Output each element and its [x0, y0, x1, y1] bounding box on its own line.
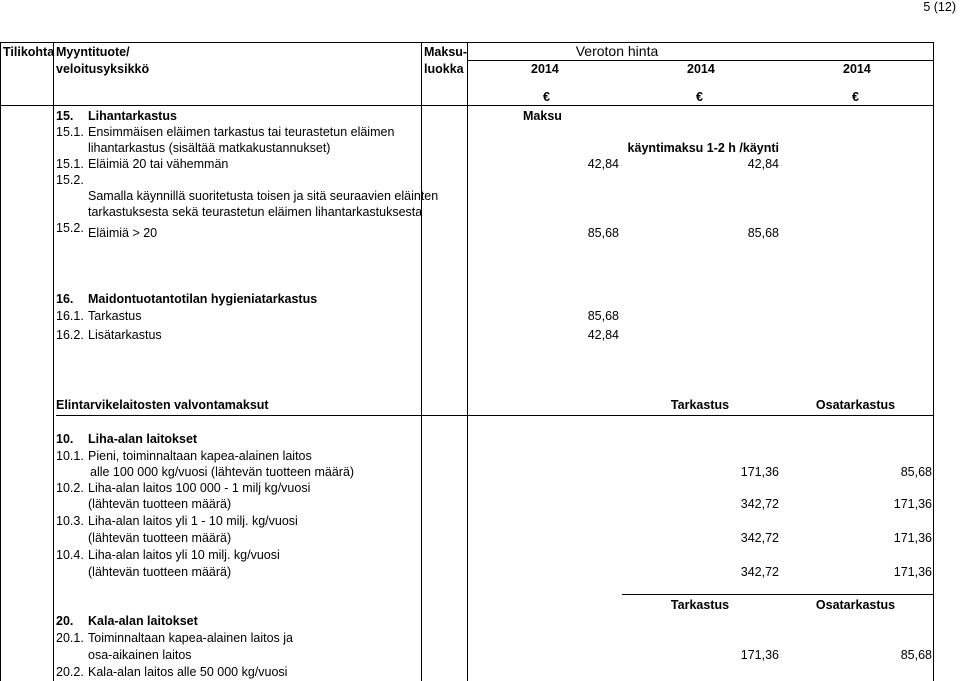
row-10-1-num: 10.1. — [56, 449, 84, 463]
col-osatarkastus: Osatarkastus — [815, 398, 896, 412]
header-luokka: luokka — [424, 62, 464, 76]
section-15-title: Lihantarkastus — [88, 109, 177, 123]
row-10-1-tarkastus: 171,36 — [740, 465, 779, 479]
row-20-2-num: 20.2. — [56, 665, 84, 679]
section-20-overline — [622, 594, 933, 595]
section-10-title: Liha-alan laitokset — [88, 432, 198, 446]
row-15-2b-num: 15.2. — [56, 221, 84, 235]
row-20-2-text: Kala-alan laitos alle 50 000 kg/vuosi — [88, 665, 288, 679]
row-15-1b-num: 15.1. — [56, 157, 84, 171]
row-10-3-text-2: (lähtevän tuotteen määrä) — [88, 531, 232, 545]
section-20-title: Kala-alan laitokset — [88, 614, 198, 628]
currency-1: € — [543, 90, 550, 104]
col-tarkastus: Tarkastus — [670, 398, 730, 412]
kayntimaksu-label: käyntimaksu 1-2 h /käynti — [627, 141, 779, 155]
row-10-4-num: 10.4. — [56, 548, 84, 562]
currency-3: € — [852, 90, 859, 104]
row-16-1-value: 85,68 — [587, 309, 619, 323]
row-10-4-osatarkastus: 171,36 — [893, 565, 932, 579]
row-15-1-text-1: Ensimmäisen eläimen tarkastus tai teurastetun eläimen — [88, 125, 395, 139]
row-20-1-text-1: Toiminnaltaan kapea-alainen laitos ja — [88, 631, 293, 645]
currency-2: € — [696, 90, 703, 104]
row-10-2-tarkastus: 342,72 — [740, 497, 779, 511]
page-number: 5 (12) — [923, 0, 956, 14]
row-20-1-osatarkastus: 85,68 — [900, 648, 932, 662]
row-10-3-text-1: Liha-alan laitos yli 1 - 10 milj. kg/vuosi — [88, 514, 298, 528]
row-10-1-text-2: alle 100 000 kg/vuosi (lähtevän tuotteen määrä) — [90, 465, 355, 479]
maksu-label: Maksu — [523, 109, 562, 123]
row-10-2-text-2: (lähtevän tuotteen määrä) — [88, 497, 232, 511]
section-16-title: Maidontuotantotilan hygieniatarkastus — [88, 292, 318, 306]
row-15-1b-text: Eläimiä 20 tai vähemmän — [88, 157, 229, 171]
row-15-2b-text: Eläimiä > 20 — [88, 226, 158, 240]
row-16-1-text: Tarkastus — [88, 309, 142, 323]
row-15-1-text-2: lihantarkastus (sisältää matkakustannukset) — [88, 141, 331, 155]
header-veloitusyksikko: veloitusyksikkö — [56, 62, 150, 76]
section-20-num: 20. — [56, 614, 74, 628]
row-15-1b-value-1: 42,84 — [587, 157, 619, 171]
section-16-num: 16. — [56, 292, 74, 306]
row-10-4-text-2: (lähtevän tuotteen määrä) — [88, 565, 232, 579]
section-10-num: 10. — [56, 432, 74, 446]
elintarvike-title: Elintarvikelaitosten valvontamaksut — [56, 398, 269, 412]
row-10-1-osatarkastus: 85,68 — [900, 465, 932, 479]
header-year-1: 2014 — [531, 62, 559, 76]
header-myyntituote: Myyntituote/ — [56, 45, 130, 59]
row-10-4-text-1: Liha-alan laitos yli 10 milj. kg/vuosi — [88, 548, 280, 562]
elintarvike-underline — [56, 415, 933, 416]
row-16-1-num: 16.1. — [56, 309, 84, 323]
header-year-2: 2014 — [687, 62, 715, 76]
row-15-2-text-1: Samalla käynnillä suoritetusta toisen ja sitä seuraavien eläinten — [88, 189, 439, 203]
row-15-2-num: 15.2. — [56, 173, 84, 187]
row-10-4-tarkastus: 342,72 — [740, 565, 779, 579]
row-16-2-text: Lisätarkastus — [88, 328, 162, 342]
row-15-2-text-2: tarkastuksesta sekä teurastetun eläimen lihantarkastuksesta — [88, 205, 423, 219]
header-veroton-hinta: Veroton hinta — [575, 43, 659, 59]
header-tilikohta: Tilikohta — [3, 45, 55, 59]
row-10-2-text-1: Liha-alan laitos 100 000 - 1 milj kg/vuosi — [88, 481, 311, 495]
row-10-2-num: 10.2. — [56, 481, 84, 495]
header-maksu: Maksu- — [424, 45, 468, 59]
row-15-1-num: 15.1. — [56, 125, 84, 139]
row-20-1-text-2: osa-aikainen laitos — [88, 648, 192, 662]
col-tarkastus-2: Tarkastus — [670, 598, 730, 612]
col-osatarkastus-2: Osatarkastus — [815, 598, 896, 612]
row-10-1-text-1: Pieni, toiminnaltaan kapea-alainen laitos — [88, 449, 312, 463]
row-15-2b-value-2: 85,68 — [747, 226, 779, 240]
header-year-3: 2014 — [843, 62, 871, 76]
row-10-2-osatarkastus: 171,36 — [893, 497, 932, 511]
row-20-1-tarkastus: 171,36 — [740, 648, 779, 662]
row-10-3-osatarkastus: 171,36 — [893, 531, 932, 545]
row-10-3-tarkastus: 342,72 — [740, 531, 779, 545]
row-20-1-num: 20.1. — [56, 631, 84, 645]
section-15-num: 15. — [56, 109, 74, 123]
row-16-2-value: 42,84 — [587, 328, 619, 342]
row-15-2b-value-1: 85,68 — [587, 226, 619, 240]
row-10-3-num: 10.3. — [56, 514, 84, 528]
row-15-1b-value-2: 42,84 — [747, 157, 779, 171]
row-16-2-num: 16.2. — [56, 328, 84, 342]
